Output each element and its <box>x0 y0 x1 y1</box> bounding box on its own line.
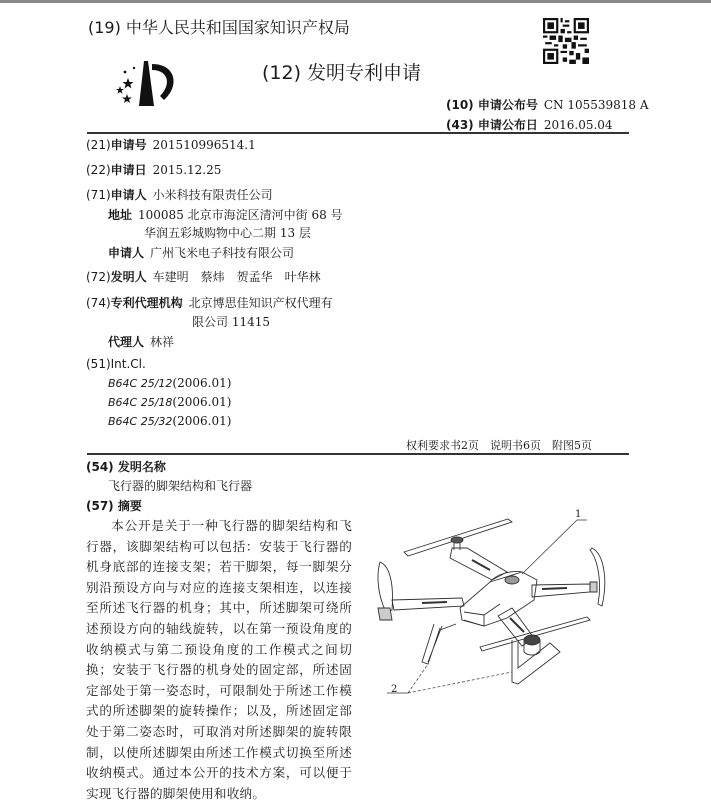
address-field <box>108 206 343 223</box>
applicant-field: (71)申请人 小米科技有限责任公司 <box>86 188 273 202</box>
ipc-code: B64C 25/12 <box>108 377 173 390</box>
publication-number: CN 105539818 A <box>543 98 649 112</box>
ipc-entry <box>108 376 231 390</box>
ipc-entry <box>108 414 231 428</box>
ipc-code: B64C 25/32 <box>108 415 173 428</box>
inventors-names: 车建明 蔡炜 贺孟华 叶华林 <box>152 270 321 284</box>
qr-code-icon <box>543 18 589 64</box>
int-cl-label: Int.Cl. <box>110 357 146 371</box>
agency-line2: 限公司 11415 <box>192 315 270 329</box>
agency-line2-row <box>192 313 270 330</box>
publication-date: 2016.05.04 <box>543 118 613 132</box>
applicant-name: 小米科技有限责任公司 <box>152 188 273 202</box>
invention-title-heading: (54) 发明名称 <box>86 460 166 474</box>
ipc-version: (2006.01) <box>172 395 232 409</box>
figure-label-1: 1 <box>575 509 582 520</box>
publication-number-label: (10) 申请公布号 <box>446 98 538 112</box>
top-border <box>0 0 711 3</box>
address-line2: 华润五彩城购物中心二期 13 层 <box>144 226 311 240</box>
agent-name: 林祥 <box>150 335 175 349</box>
agency-label: 专利代理机构 <box>110 296 183 310</box>
document-type-title: (12) 发明专利申请 <box>262 62 422 84</box>
cnipa-logo-icon <box>114 56 182 108</box>
publication-date-label: (43) 申请公布日 <box>446 118 538 132</box>
application-number-label: 申请号 <box>110 138 147 152</box>
inventors-field: (72)发明人 车建明 蔡炜 贺孟华 叶华林 <box>86 270 321 284</box>
ipc-version: (2006.01) <box>172 414 232 428</box>
applicant2-field <box>108 244 294 261</box>
int-cl-field: (51)Int.Cl. <box>86 357 146 371</box>
applicant2-label: 申请人 <box>108 246 145 260</box>
ipc-code: B64C 25/18 <box>108 396 173 409</box>
agent-label: 代理人 <box>108 335 145 349</box>
ipc-version: (2006.01) <box>172 376 232 390</box>
agency-field: (74)专利代理机构 北京博思佳知识产权代理有 <box>86 296 333 310</box>
address-label: 地址 <box>108 208 133 222</box>
application-number-field: (21)申请号 201510996514.1 <box>86 138 256 152</box>
patent-office-name: (19) 中华人民共和国国家知识产权局 <box>88 18 350 37</box>
figure-label-2: 2 <box>391 684 398 695</box>
agency-line1: 北京博思佳知识产权代理有 <box>188 296 333 310</box>
applicant-label: 申请人 <box>110 188 147 202</box>
agent-field <box>108 333 174 350</box>
address-line1: 100085 北京市海淀区清河中街 68 号 <box>138 208 343 222</box>
inventors-label: 发明人 <box>110 270 147 284</box>
page-counts: 权利要求书2页 说明书6页 附图5页 <box>406 439 592 452</box>
header-divider <box>87 132 629 134</box>
publication-number-row <box>446 96 649 113</box>
abstract-heading: (57) 摘要 <box>86 499 142 513</box>
address-line2-row <box>144 224 311 241</box>
application-date-label: 申请日 <box>110 163 147 177</box>
application-date: 2015.12.25 <box>152 163 222 177</box>
ipc-entry <box>108 395 231 409</box>
application-number: 201510996514.1 <box>152 138 256 152</box>
publication-date-row <box>446 116 613 133</box>
application-date-field: (22)申请日 2015.12.25 <box>86 163 222 177</box>
section-divider <box>87 453 629 455</box>
applicant2-name: 广州飞米电子科技有限公司 <box>150 246 295 260</box>
drone-drawing-icon <box>372 500 652 710</box>
abstract-text: 本公开是关于一种飞行器的脚架结构和飞行器，该脚架结构可以包括：安装于飞行器的机身底部的连接支架；若干脚架，每一脚架分别沿预设方向与对应的连接支架相连，以连接至所述飞行器的机身；其中，所述脚架可绕所述预设方向的轴线旋转，以在第一预设角度的收纳模式与第二预设角度的工作模式之间切换；安装于飞行器的机身处的固定部，所述固定部处于第一姿态时，可限制处于所述工作模式的所述脚架的旋转操作；以及，所述固定部处于第二姿态时，可取消对所述脚架的旋转限制，以使所述脚架由所述工作模式切换至所述收纳模式。通过本公开的技术方案，可以便于实现飞行器的脚架使用和收纳。 <box>86 518 352 801</box>
invention-title: 飞行器的脚架结构和飞行器 <box>108 479 253 493</box>
